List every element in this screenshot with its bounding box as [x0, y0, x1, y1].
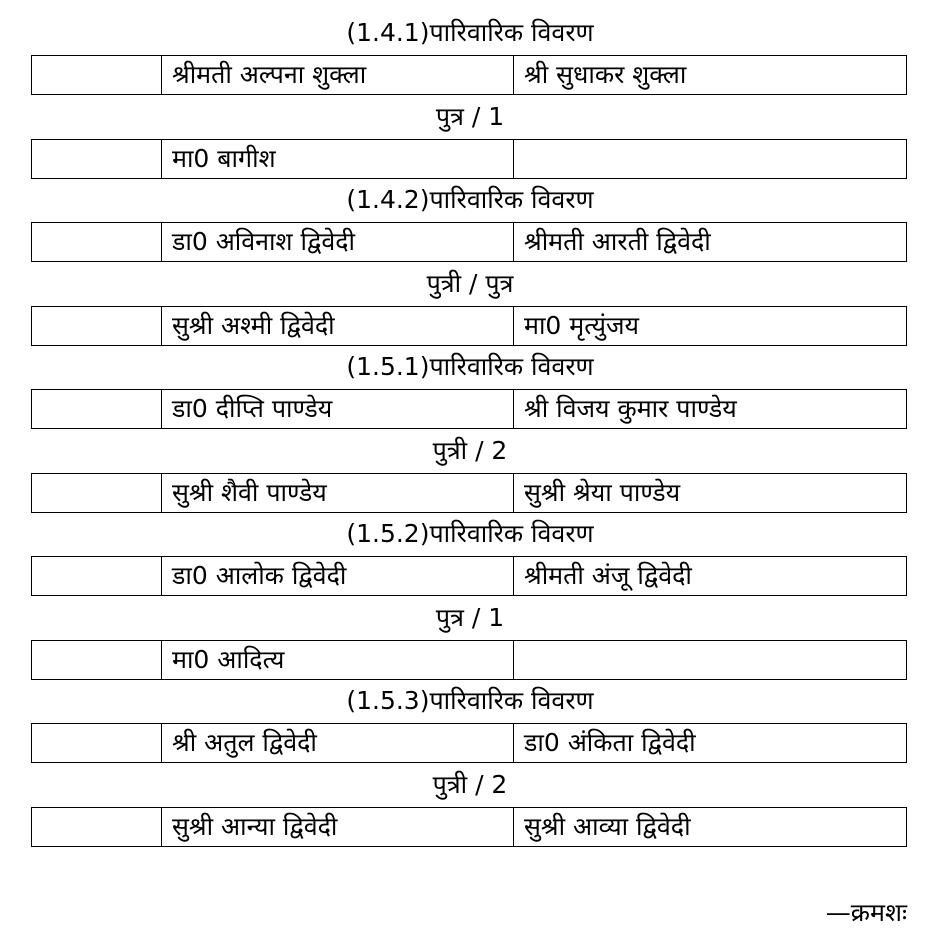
section-heading: (1.4.1)पारिवारिक विवरण	[346, 18, 594, 47]
table-cell: श्रीमती अल्पना शुक्ला	[162, 56, 514, 94]
table-cell	[32, 641, 162, 679]
table-cell: श्री सुधाकर शुक्ला	[524, 60, 687, 89]
table-cell: डा0 अंकिता द्विवेदी	[524, 728, 696, 757]
table-cell	[32, 223, 162, 261]
children-heading: पुत्र / 1	[435, 602, 505, 632]
table-cell	[32, 56, 162, 94]
children-row	[31, 807, 907, 847]
table-cell	[514, 641, 906, 679]
children-heading: पुत्री / 2	[432, 769, 508, 799]
children-row	[31, 139, 907, 179]
parents-row	[31, 55, 907, 95]
children-heading: पुत्र / 1	[435, 101, 505, 131]
table-cell: श्रीमती अंजू द्विवेदी	[524, 561, 692, 590]
section-heading: (1.4.2)पारिवारिक विवरण	[346, 185, 594, 214]
table-cell	[32, 808, 162, 846]
table-cell: मा0 बागीश	[162, 140, 514, 178]
section-heading: (1.5.2)पारिवारिक विवरण	[346, 519, 594, 548]
table-cell	[32, 474, 162, 512]
parents-row	[31, 723, 907, 763]
children-heading: पुत्री / 2	[432, 435, 508, 465]
table-cell: डा0 अविनाश द्विवेदी	[162, 223, 514, 261]
table-cell	[32, 390, 162, 428]
children-heading: पुत्री / पुत्र	[426, 268, 514, 298]
table-cell: डा0 दीप्ति पाण्डेय	[162, 390, 514, 428]
section-heading: (1.5.1)पारिवारिक विवरण	[346, 352, 594, 381]
table-cell: श्रीमती आरती द्विवेदी	[524, 227, 711, 256]
table-cell: मा0 आदित्य	[162, 641, 514, 679]
table-cell: श्री विजय कुमार पाण्डेय	[524, 394, 737, 423]
table-cell: डा0 आलोक द्विवेदी	[162, 557, 514, 595]
table-cell	[32, 724, 162, 762]
table-cell: सुश्री आव्या द्विवेदी	[524, 811, 691, 841]
table-cell	[514, 140, 906, 178]
parents-row	[31, 556, 907, 596]
parents-row	[31, 389, 907, 429]
section-heading: (1.5.3)पारिवारिक विवरण	[346, 686, 594, 715]
table-cell: सुश्री आन्या द्विवेदी	[162, 808, 514, 846]
table-cell: श्री अतुल द्विवेदी	[162, 724, 514, 762]
table-cell: मा0 मृत्युंजय	[524, 310, 640, 340]
table-cell	[32, 307, 162, 345]
table-cell	[32, 557, 162, 595]
table-cell: सुश्री शैवी पाण्डेय	[162, 474, 514, 512]
table-cell	[32, 140, 162, 178]
table-cell: सुश्री अश्मी द्विवेदी	[162, 307, 514, 345]
children-row	[31, 306, 907, 346]
children-row	[31, 640, 907, 680]
table-cell: सुश्री श्रेया पाण्डेय	[524, 477, 681, 507]
children-row	[31, 473, 907, 513]
continued-note: —क्रमशः	[825, 898, 907, 927]
parents-row	[31, 222, 907, 262]
